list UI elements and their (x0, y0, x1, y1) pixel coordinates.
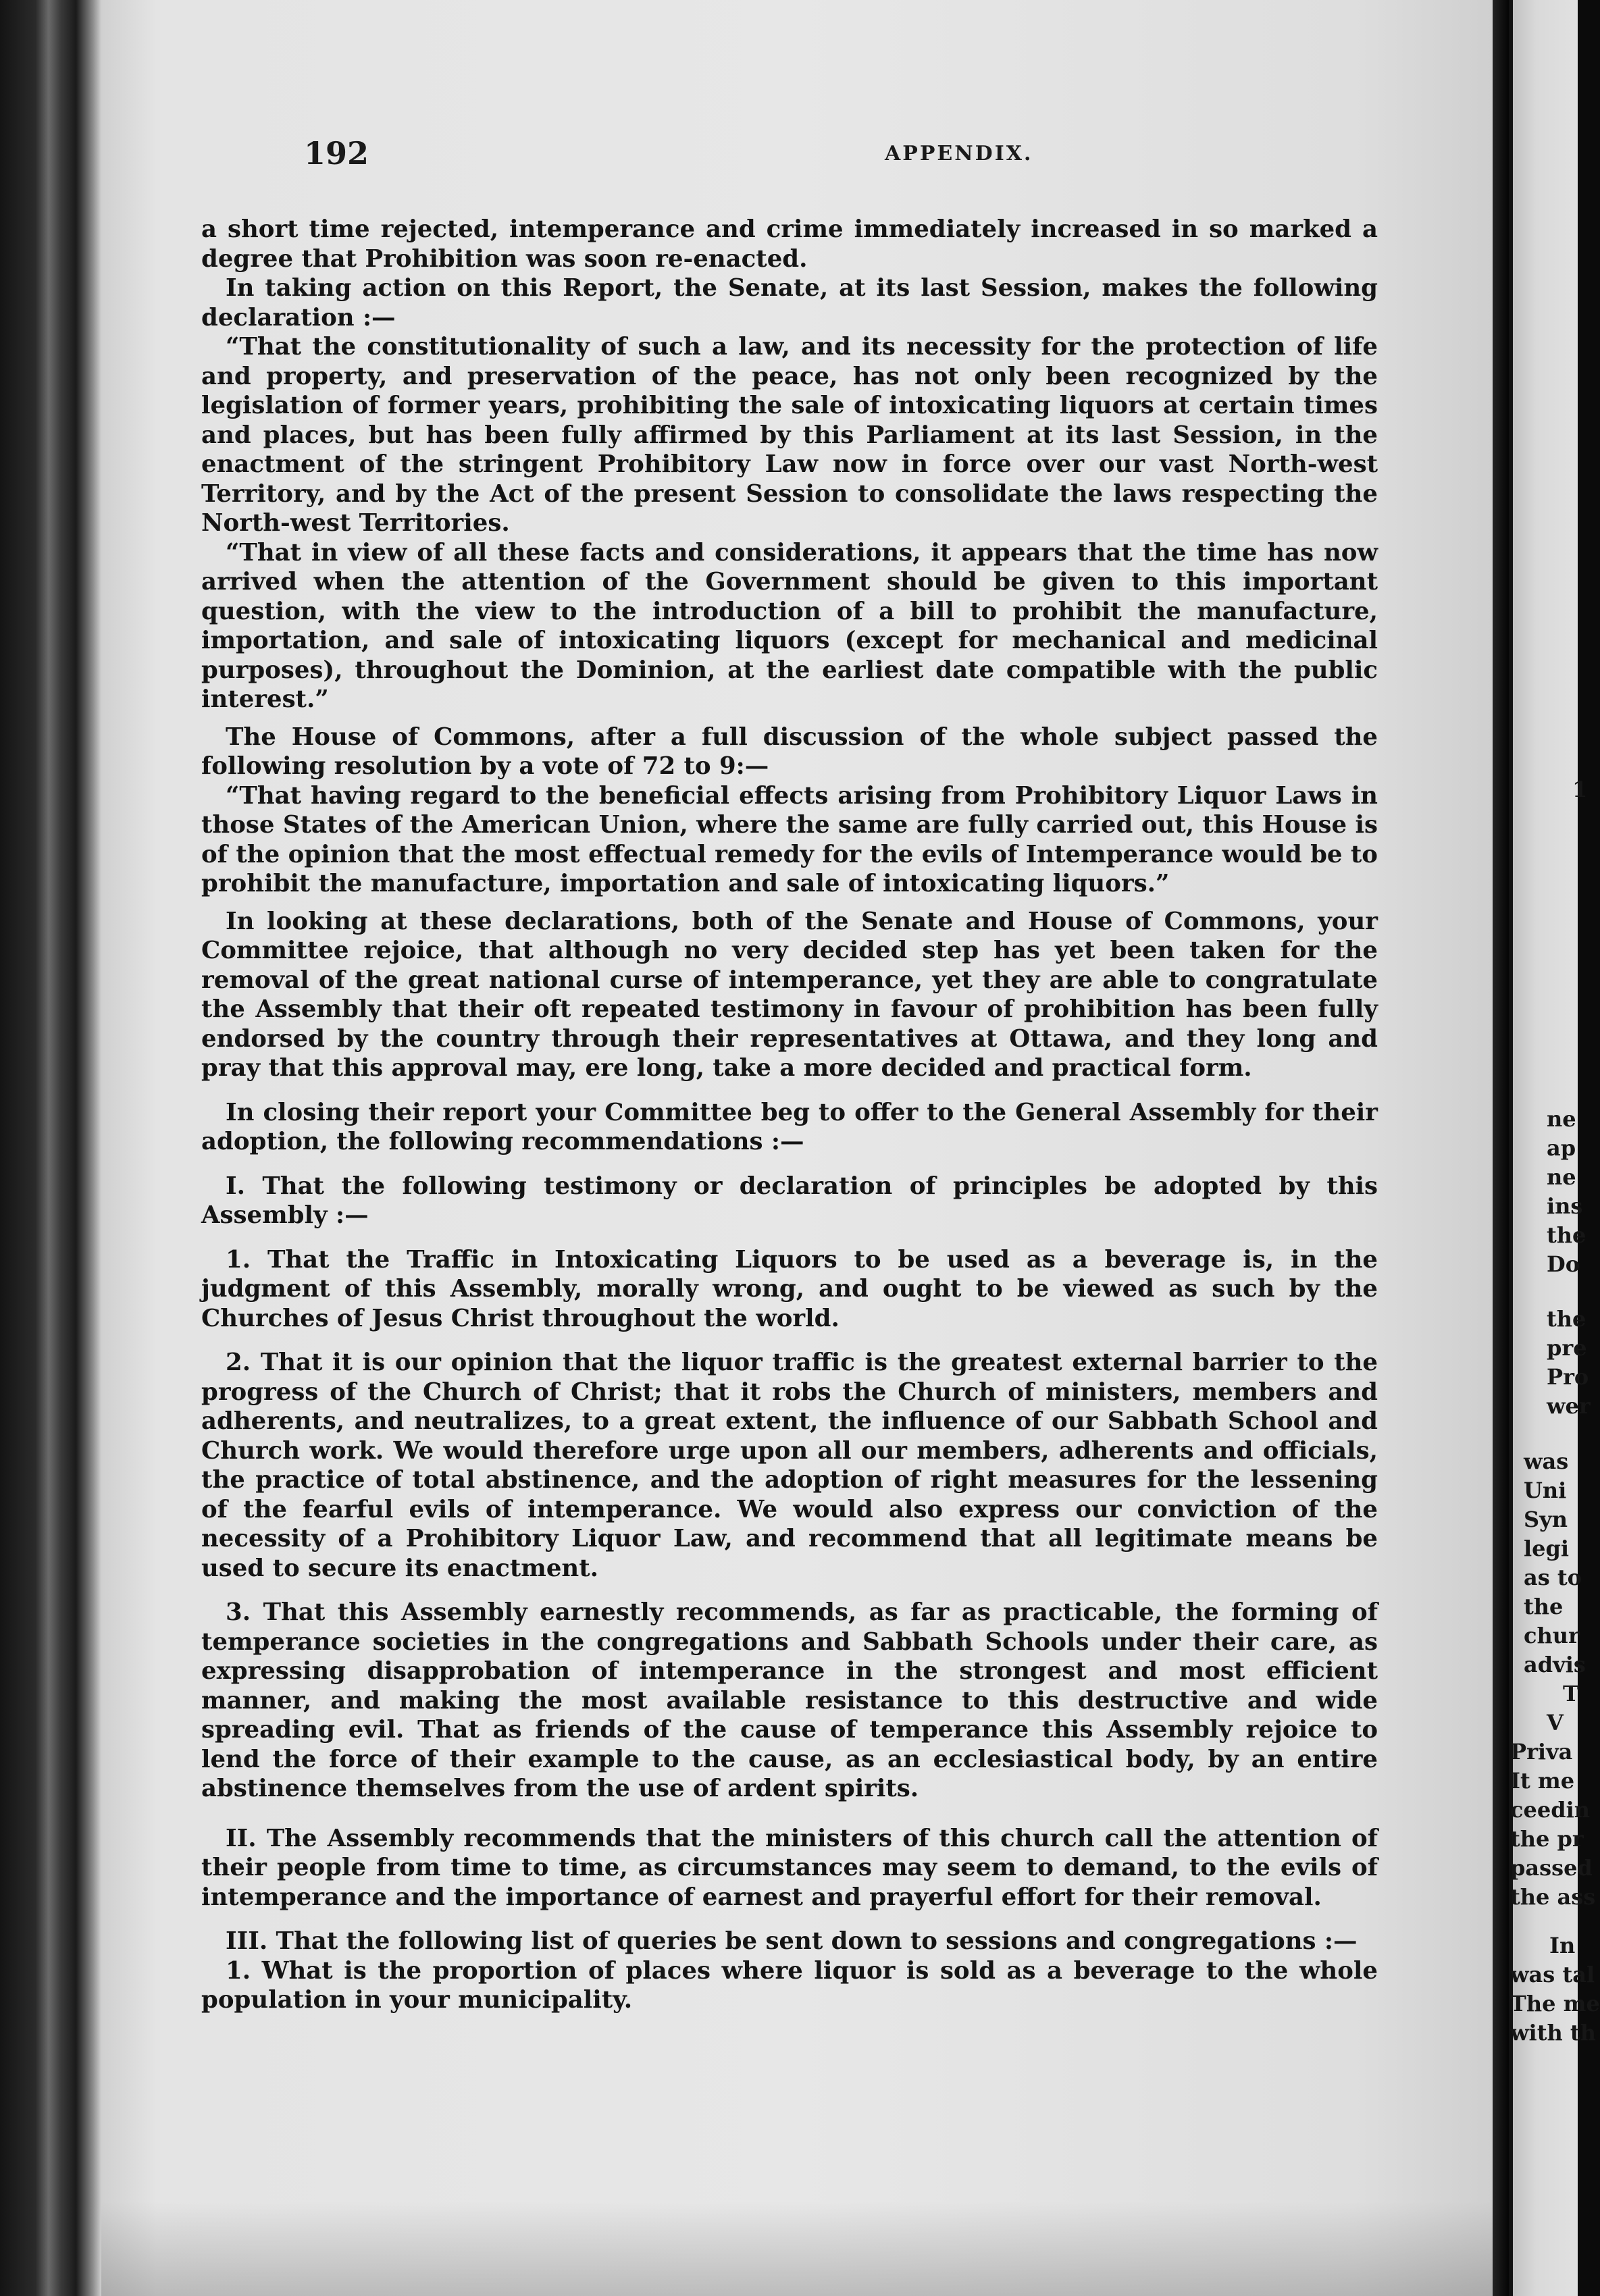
adjacent-fragment: was tal (1510, 1962, 1595, 1987)
adjacent-fragment: T (1563, 1681, 1579, 1706)
page-shadow (101, 2201, 1493, 2296)
principle-1: 1. That the Traffic in Intoxicating Liquors to be used as a beverage is, in the judgment of this Assembly, morally wrong, and ought to be viewed as such by the Churches of Jesus Christ throughout the world. (201, 1245, 1378, 1332)
adjacent-fragment: It me (1510, 1768, 1575, 1794)
adjacent-fragment: legi (1524, 1536, 1570, 1561)
adjacent-page (1509, 0, 1600, 2296)
adjacent-fragment: advis (1524, 1652, 1586, 1677)
recommendation-3: III. That the following list of queries be sent down to sessions and congregations :— (226, 1927, 1358, 1955)
adjacent-fragment: Syn (1524, 1507, 1568, 1532)
gutter-shadow (1493, 0, 1509, 2296)
recommendation-2: II. The Assembly recommends that the ministers of this church call the attention of their people from time to time, as circumstances may seem to demand, to the evils of intemperance and the importance of earnest and prayerful effort for their removal. (201, 1824, 1378, 1911)
adjacent-fragment: ne (1547, 1164, 1576, 1190)
principle-3: 3. That this Assembly earnestly recommends, as far as practicable, the forming of temperance societies in the congregations and Sabbath Schools under their care, as expressing disapprobation of intemperance in the strongest and most efficient manner, and making the most available resistance to this destructive and wide spreading evil. That as friends of the cause of temperance this Assembly rejoice to lend the force of their example to the cause, as an ecclesiastical body, by an entire abstinence themselves from the use of ardent spirits. (201, 1598, 1378, 1802)
adjacent-page-edge (1509, 0, 1513, 2296)
book-binding (0, 0, 101, 2296)
adjacent-fragment: chur (1524, 1623, 1580, 1648)
adjacent-fragment: 1 (1572, 777, 1588, 802)
adjacent-fragment: the pr (1510, 1826, 1584, 1852)
running-head: APPENDIX. (885, 142, 1033, 165)
adjacent-fragment: with th (1510, 2020, 1596, 2045)
adjacent-fragment: was (1524, 1449, 1569, 1474)
paragraph-continuation: a short time rejected, intemperance and crime immediately increased in so marked a degree that Prohibition was soon re-enacted. (201, 215, 1378, 273)
adjacent-fragment: The me (1510, 1991, 1600, 2016)
adjacent-fragment: In (1549, 1933, 1576, 1958)
adjacent-fragment: the ass (1510, 1884, 1596, 1910)
quote-senate-time-arrived: “That in view of all these facts and considerations, it appears that the time has now arrived when the attention of the Government should be given to this important question, with the view to the introduction of a bill to prohibit the manufacture, importation, and sale of intoxicating liquors (except for mechanical and medicinal purposes), throughout the Dominion, at the earliest date compatible with the public interest.” (201, 538, 1378, 713)
paragraph-closing-report: In closing their report your Committee beg to offer to the General Assembly for their adoption, the following recommendations :— (201, 1098, 1378, 1155)
adjacent-fragment: the (1547, 1222, 1586, 1248)
adjacent-fragment: the (1524, 1594, 1564, 1619)
quote-commons-resolution: “That having regard to the beneficial effects arising from Prohibitory Liquor Laws in those States of the American Union, where the same are fully carried out, this House is of the opinion that the most effectual remedy for the evils of Intemperance would be to prohibit the manufacture, importation and sale of intoxicating liquors.” (201, 781, 1378, 897)
page-number: 192 (304, 135, 369, 172)
adjacent-fragment: wer (1547, 1393, 1591, 1419)
adjacent-fragment: Pro (1547, 1364, 1589, 1390)
paragraph-senate-action: In taking action on this Report, the Senate, at its last Session, makes the following declaration :— (201, 274, 1378, 332)
quote-senate-constitutionality: “That the constitutionality of such a law, and its necessity for the protection of life and property, and preservation of the peace, has not only been recognized by the legislation of former years, prohibiting the sale of intoxicating liquors at certain times and places, but has been fully affirmed by this Parliament at its last Session, in the enactment of the stringent Prohibitory Law now in force over our vast North-west Territory, and by the Act of the present Session to consolidate the laws respecting the North-west Territories. (201, 333, 1378, 537)
adjacent-fragment: pre (1547, 1335, 1587, 1361)
adjacent-fragment: ap (1547, 1135, 1576, 1161)
paragraph-house-of-commons: The House of Commons, after a full discussion of the whole subject passed the following resolution by a vote of 72 to 9:— (201, 723, 1378, 780)
adjacent-fragment: ins (1547, 1193, 1583, 1219)
page-header (304, 135, 1479, 182)
adjacent-fragment: Uni (1524, 1478, 1567, 1503)
query-1: 1. What is the proportion of places where liquor is sold as a beverage to the whole population in your municipality. (201, 1956, 1378, 2014)
recommendation-1: I. That the following testimony or declaration of principles be adopted by this Assembly :— (201, 1172, 1378, 1229)
adjacent-fragment: passed (1510, 1855, 1593, 1881)
body-text (201, 215, 1378, 2015)
adjacent-fragment: as to (1524, 1565, 1582, 1590)
adjacent-fragment: ceedin (1510, 1797, 1590, 1823)
adjacent-fragment: Do (1547, 1251, 1580, 1277)
adjacent-fragment: ne (1547, 1106, 1576, 1132)
principle-2: 2. That it is our opinion that the liquor traffic is the greatest external barrier to the progress of the Church of Christ; that it robs the Church of ministers, members and adherents, and neutralizes, to a great extent, the influence of our Sabbath School and Church work. We would therefore urge upon all our members, adherents and officials, the practice of total abstinence, and the adoption of right measures for the lessening of the fearful evils of intemperance. We would also express our conviction of the necessity of a Prohibitory Liquor Law, and recommend that all legitimate means be used to secure its enactment. (201, 1349, 1378, 1582)
adjacent-fragment: Priva (1510, 1739, 1573, 1765)
paragraph-committee-rejoice: In looking at these declarations, both of the Senate and House of Commons, your Committee rejoice, that although no very decided step has yet been taken for the removal of the great national curse of intemperance, yet they are able to congratulate the Assembly that their oft repeated testimony in favour of prohibition has been fully endorsed by the country through their representatives at Ottawa, and they long and pray that this approval may, ere long, take a more decided and practical form. (201, 907, 1378, 1082)
adjacent-fragment: V (1547, 1710, 1564, 1736)
adjacent-fragment: the (1547, 1306, 1586, 1332)
